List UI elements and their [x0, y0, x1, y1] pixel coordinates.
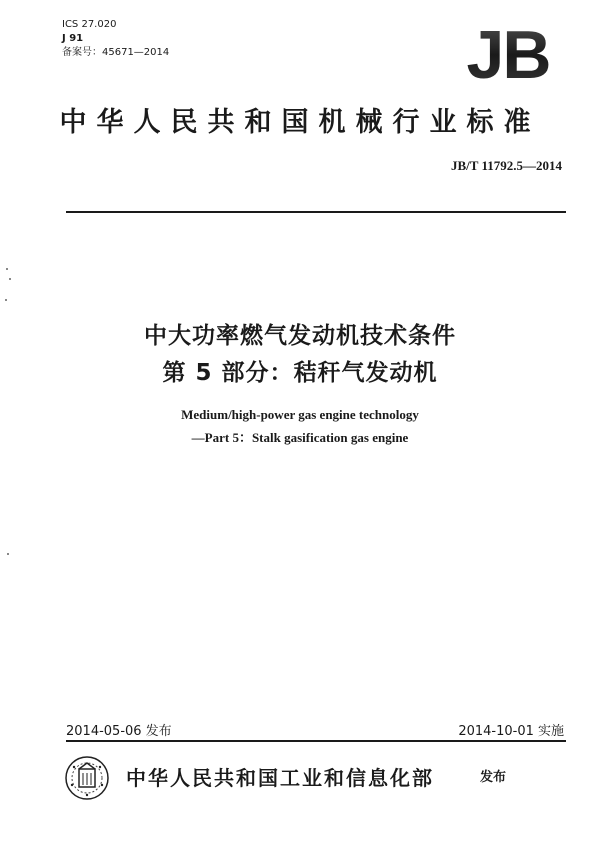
title-en-line2: —Part 5：Stalk gasification gas engine: [191, 430, 409, 445]
scan-speck: [6, 268, 8, 270]
title-cn-line1: 中大功率燃气发动机技术条件: [144, 323, 456, 349]
scan-speck: [7, 553, 9, 555]
bottom-divider: [66, 740, 566, 742]
scan-speck: [5, 299, 7, 301]
ics-code: ICS 27.020: [62, 19, 117, 30]
implementation-date: 2014-10-01 实施: [458, 724, 564, 739]
ministry-emblem-icon: [64, 755, 110, 801]
industry-standard-title: 中华人民共和国机械行业标准: [59, 107, 541, 138]
standard-number: JB/T 11792.5—2014: [450, 158, 562, 173]
title-en-line1: Medium/high-power gas engine technology: [181, 407, 419, 422]
ccs-code: J 91: [62, 33, 84, 44]
filing-number: 备案号：45671—2014: [62, 47, 170, 58]
top-divider: [66, 211, 566, 213]
issuing-authority: 中华人民共和国工业和信息化部: [126, 766, 434, 790]
scan-speck: [9, 278, 11, 280]
title-cn-line2: 第 5 部分：秸秆气发动机: [162, 360, 438, 386]
issue-label: 发布: [480, 770, 507, 785]
logo-text: JB: [466, 20, 550, 84]
issue-date: 2014-05-06 发布: [66, 724, 172, 739]
jb-logo: [448, 20, 568, 84]
